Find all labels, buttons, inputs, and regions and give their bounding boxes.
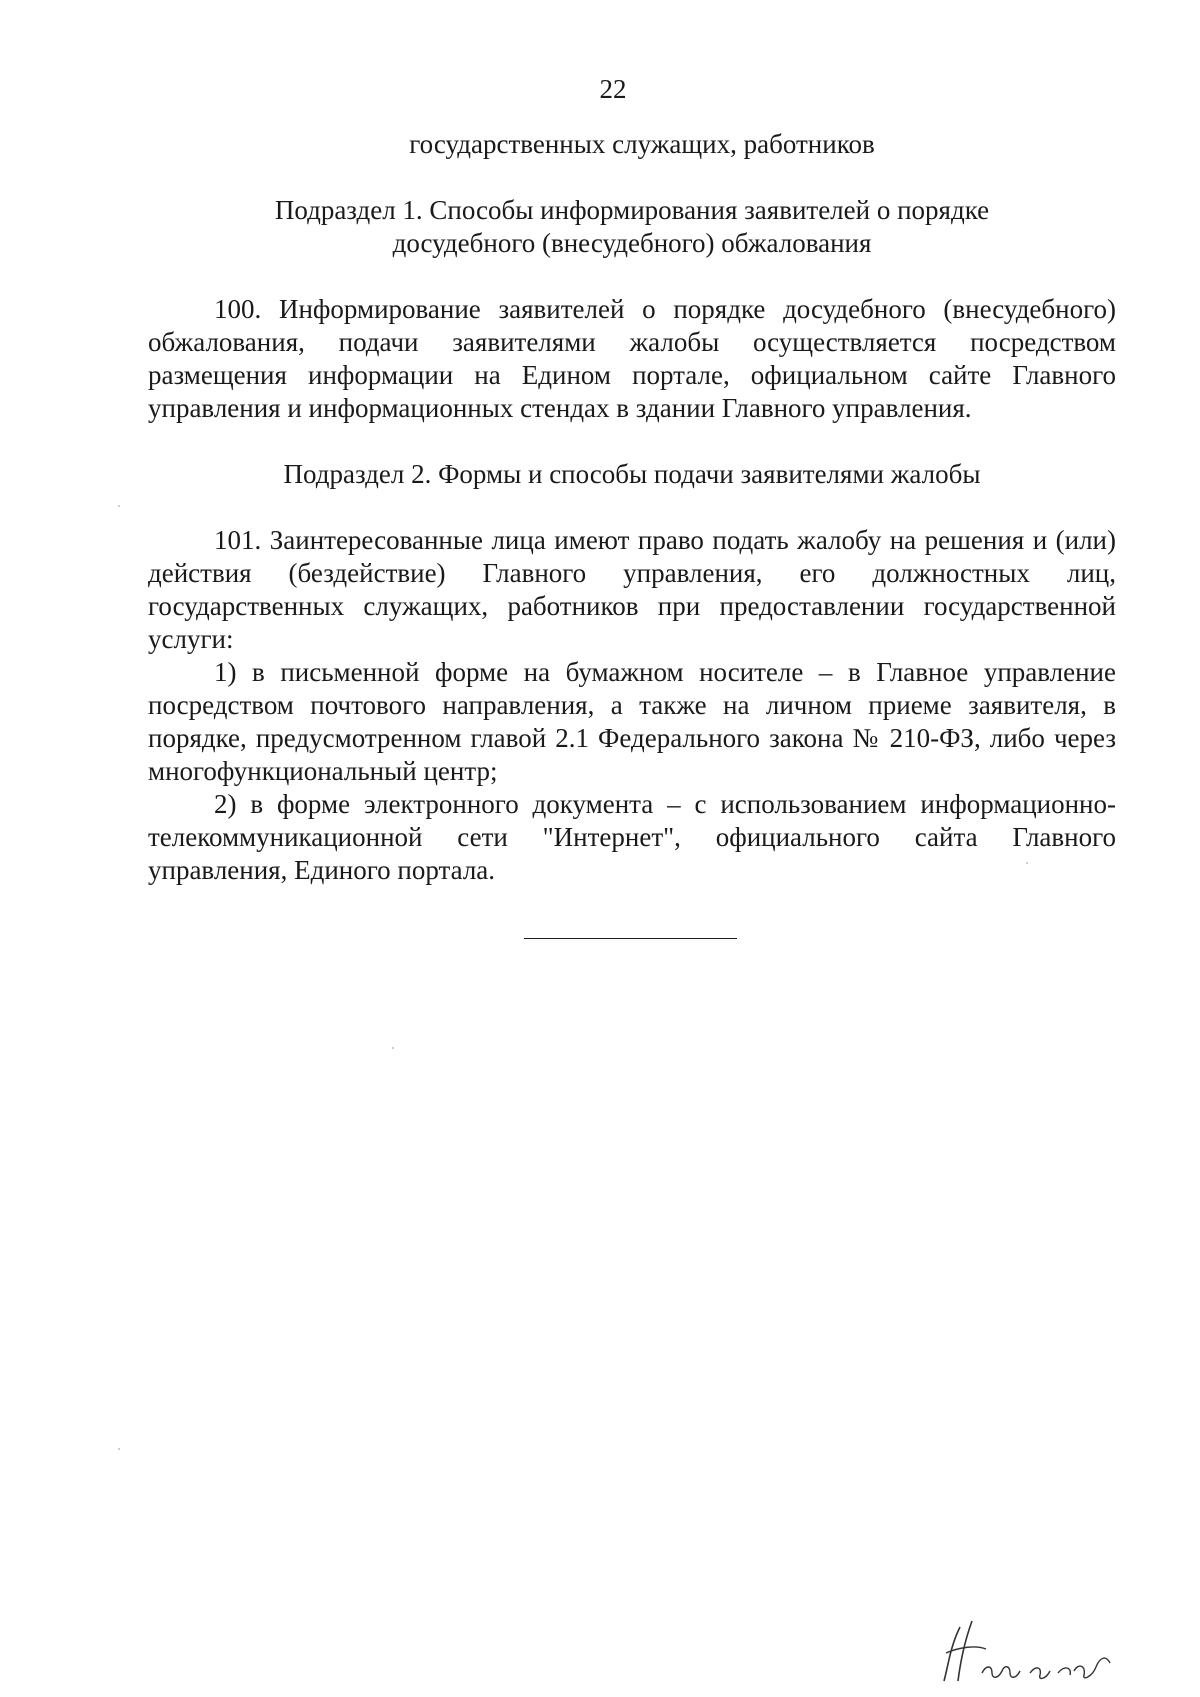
page-number: 22: [599, 74, 627, 104]
subsection-1-title: [148, 194, 1116, 260]
paragraph-100-block: [148, 293, 1116, 425]
heading-continuation: государственных служащих, работников: [409, 129, 875, 159]
paragraph-101: 101. Заинтересованные лица имеют право подать жалобу на решения и (или) действия (бездействие) Главного управления, его должностных лиц, государственных служащих, работников при предоставлении государственной услуги:: [148, 525, 1116, 654]
end-divider-line: [524, 938, 737, 939]
paragraph-100: 100. Информирование заявителей о порядке досудебного (внесудебного) обжалования, подачи заявителями жалобы осуществляется посредством размещения информации на Едином портале, официальном сайте Главного управления и информационных стендах в здании Главного управления.: [148, 294, 1116, 423]
list-item-1: 1) в письменной форме на бумажном носителе – в Главное управление посредством почтового направления, а также на личном приеме заявителя, в порядке, предусмотренном главой 2.1 Федерального закона № 210-ФЗ, либо через многофункциональный центр;: [148, 657, 1116, 786]
subsection-1-title-line-2: досудебного (внесудебного) обжалования: [392, 228, 872, 258]
subsection-2-title: Подраздел 2. Формы и способы подачи заявителями жалобы: [283, 459, 981, 489]
scan-speck: [1026, 862, 1028, 864]
list-item-2: 2) в форме электронного документа – с использованием информационно-телекоммуникационной сети "Интернет", официального сайта Главного управления, Единого портала.: [148, 789, 1116, 885]
subsection-1-title-line-1: Подраздел 1. Способы информирования заявителей о порядке: [274, 195, 990, 225]
paragraph-101-block: [148, 524, 1116, 887]
document-body: [148, 128, 1116, 887]
scan-speck: [392, 1047, 394, 1049]
handwritten-signature: [920, 1607, 1120, 1687]
scan-speck: [118, 1448, 120, 1450]
scan-speck: [118, 505, 120, 507]
